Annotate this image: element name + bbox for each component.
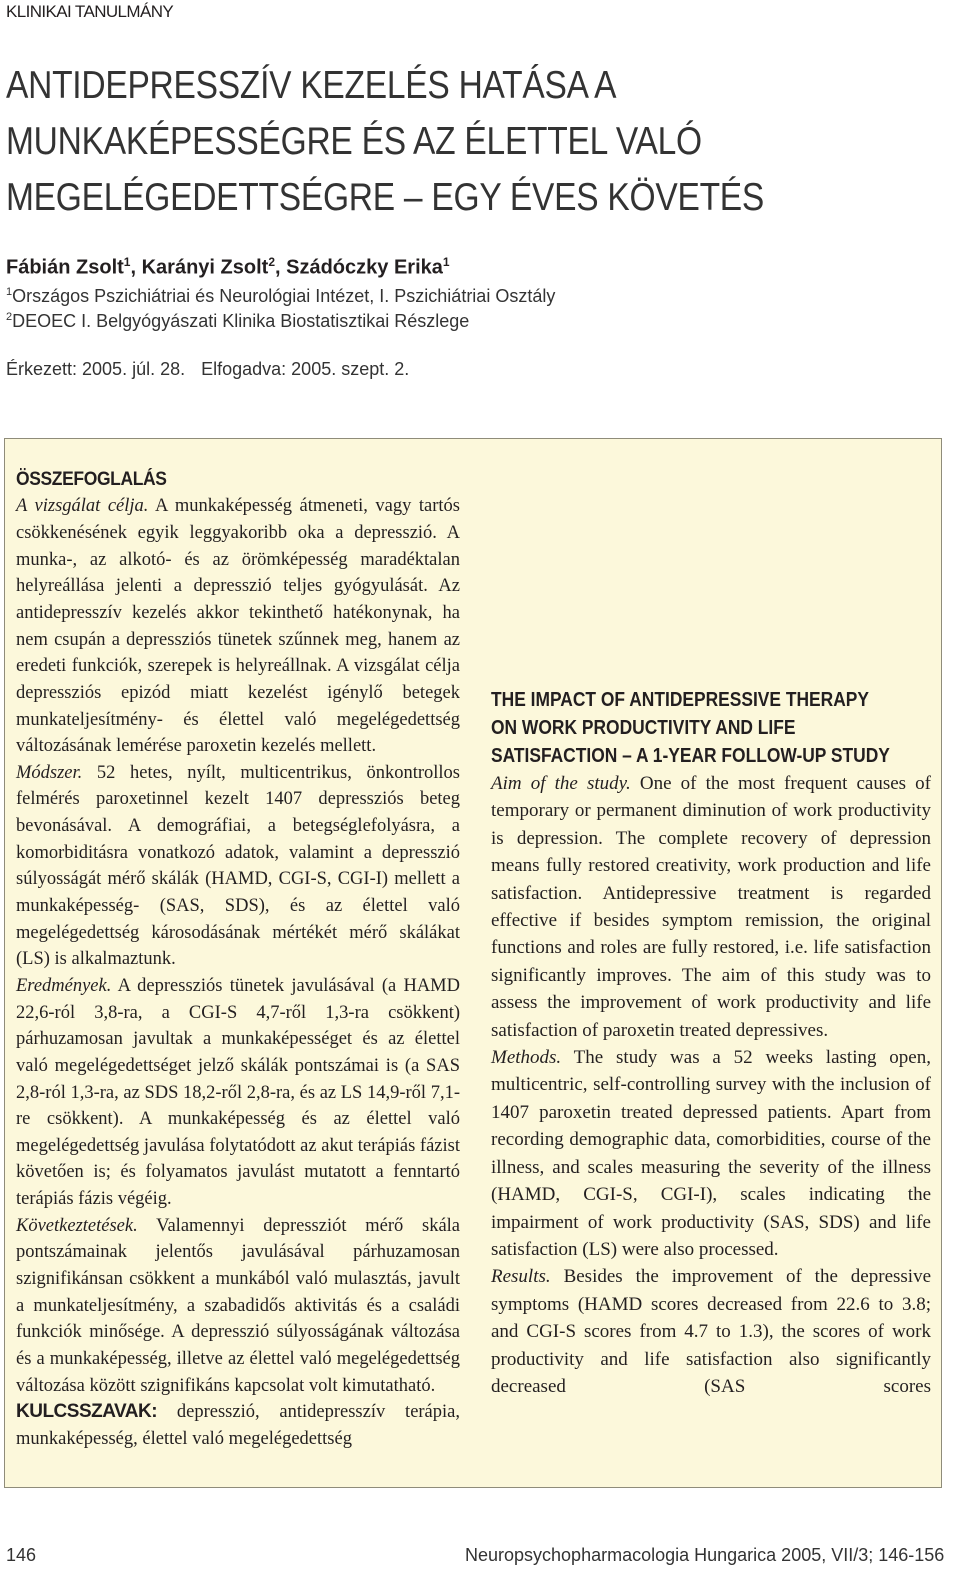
- affiliation-mark: 1: [6, 286, 13, 298]
- article-title-line-2: MUNKAKÉPESSÉGRE ÉS AZ ÉLETTEL VALÓ: [6, 120, 702, 163]
- article-dates: [6, 359, 409, 380]
- keywords: [16, 1399, 460, 1452]
- abstract-hungarian: [16, 466, 460, 1452]
- abstract-methods: [16, 760, 460, 973]
- english-title-line-1: THE IMPACT OF ANTIDEPRESSIVE THERAPY: [491, 689, 870, 711]
- results-text: A depressziós tünetek javulásával (a HAMD 22,6-ról 3,8-ra, a CGI-S 4,7-ről 1,3-ra csökkent) párhuzamosan javultak a munkaképességet és az élettel való megelégedettséget jelző skálák pontszámai is (a SAS 2,8-ról 1,3-ra, az SDS 18,2-ről 2,8-ra, és az LS 14,9-ről 7,1-re csökkent). A munkaképesség és az élettel való megelégedettség javulása folytatódott az akut terápiás fázist követően is; és folyamatos javulást mutatott a fenntartó terápiás fázis végéig.: [16, 975, 460, 1210]
- aim-text: One of the most frequent causes of temporary or permanent diminution of work productivity is depression. The complete recovery of depression means fully restored creativity, work production and life satisfaction. Antidepressive treatment is regarded effective if besides symptom remission, the original functions and roles are fully restored, i.e. life satisfaction significantly improves. The aim of this study was to assess the improvement of work productivity and life satisfaction of paroxetin treated depressives.: [491, 773, 932, 1041]
- methods-text: The study was a 52 weeks lasting open, multicentric, self-controlling survey with the inclusion of 1407 paroxetin treated depressed patients. Apart from recording demographic data, comorbidities, course of the illness, and scales measuring the severity of the illness (HAMD, CGI-S, CGI-I), scales indicating the impairment of work productivity (SAS, SDS) and life satisfaction (LS) were also processed.: [491, 1047, 931, 1260]
- english-results: [491, 1263, 931, 1400]
- english-aim: [491, 770, 931, 1044]
- article-title-line-3: MEGELÉGEDETTSÉGRE – EGY ÉVES KÖVETÉS: [6, 176, 765, 219]
- journal-citation: Neuropsychopharmacologia Hungarica 2005, VII/3; 146-156: [465, 1545, 945, 1565]
- aim-text: A munkaképesség átmeneti, vagy tartós csökkenésének egyik leggyakoribb oka a depresszió. A munka-, az alkotó- és az örömképesség maradéktalan helyreállása jelenti a depresszió teljes gyógyulását. Az antidepresszív kezelés akkor tekinthető hatékonynak, ha nem csupán a depressziós tünetek szűnnek meg, hanem az eredeti funkciók, szerepek is helyreállnak. A vizsgálat célja depressziós epizód miatt kezelést igénylő betegek munkateljesítmény- és élettel való megelégedettség változásának lemérése paroxetin kezelés mellett.: [16, 496, 460, 757]
- affiliation-text: DEOEC I. Belgyógyászati Klinika Biostatisztikai Részlege: [12, 311, 470, 331]
- affiliation-2: [6, 311, 469, 332]
- english-title-line-2: ON WORK PRODUCTIVITY AND LIFE: [491, 717, 796, 739]
- page-number: 146: [6, 1545, 37, 1565]
- abstract-english: [491, 466, 931, 1400]
- aim-label: Aim of the study.: [491, 773, 631, 794]
- methods-text: 52 hetes, nyílt, multicentrikus, önkontrollos felmérés paroxetinnel kezelt 1407 depressziós beteg bevonásával. A demográfiai, a betegséglefolyásra, a komorbiditásra vonatkozó adatok, valamint a depresszió súlyosságát mérő skálák (HAMD, CGI-S, CGI-I) mellett a munkaképesség- (SAS, SDS), és az élettel való megelégedettség károsodásának mértékét mérő skálákat (LS) is alkalmaztunk.: [16, 762, 461, 970]
- author-name: Szádóczky Erika: [286, 256, 443, 279]
- results-text: Besides the improvement of the depressive symptoms (HAMD scores decreased from 22.6 to 3.8; and CGI-S scores from 4.7 to 1.3), the scores of work productivity and life satisfaction also significantly decreased (SAS scores: [491, 1266, 932, 1397]
- conclusions-text: Valamennyi depressziót mérő skála pontszámainak jelentős javulásával párhuzamosan szignifikánsan csökkent a munkából való mulasztás, javult a munkateljesítmény, a szabadidős aktivitás és a családi funkciók minősége. A depresszió súlyosságának változása és a munkaképesség, illetve az élettel való megelégedettség változása között szignifikáns kapcsolat volt kimutatható.: [16, 1215, 461, 1396]
- author-separator: ,: [130, 256, 142, 279]
- aim-label: A vizsgálat célja.: [16, 496, 149, 517]
- author-affiliation-mark: 1: [442, 255, 450, 269]
- author-separator: ,: [275, 256, 287, 279]
- english-title-line-3: SATISFACTION – A 1-YEAR FOLLOW-UP STUDY: [491, 745, 890, 767]
- conclusions-label: Következtetések.: [16, 1215, 138, 1236]
- methods-label: Módszer.: [16, 762, 83, 783]
- affiliation-text: Országos Pszichiátriai és Neurológiai Intézet, I. Pszichiátriai Osztály: [12, 286, 556, 306]
- article-title-line-1: ANTIDEPRESSZÍV KEZELÉS HATÁSA A: [6, 64, 617, 107]
- received-date: Érkezett: 2005. júl. 28.: [6, 359, 186, 379]
- keywords-text: depresszió, antidepresszív terápia, munkaképesség, élettel való megelégedettség: [16, 1402, 460, 1449]
- abstract-conclusions: [16, 1213, 460, 1399]
- section-label: KLINIKAI TANULMÁNY: [6, 2, 174, 21]
- affiliation-mark: 2: [6, 311, 13, 323]
- results-label: Eredmények.: [16, 975, 112, 996]
- methods-label: Methods.: [491, 1047, 562, 1069]
- abstract-results: [16, 973, 460, 1213]
- results-label: Results.: [491, 1266, 551, 1288]
- abstract-heading: ÖSSZEFOGLALÁS: [16, 469, 167, 490]
- author-affiliation-mark: 1: [123, 255, 131, 269]
- abstract-aim: [16, 493, 460, 759]
- author-affiliation-mark: 2: [268, 255, 275, 269]
- article-title: [6, 58, 780, 226]
- author-name: Fábián Zsolt: [6, 256, 124, 279]
- english-methods: [491, 1044, 931, 1263]
- accepted-date: Elfogadva: 2005. szept. 2.: [201, 359, 410, 379]
- column-continuation-space: [491, 466, 931, 686]
- author-list: [6, 255, 450, 280]
- affiliation-1: [6, 286, 555, 307]
- keywords-label: KULCSSZAVAK:: [16, 1401, 158, 1423]
- author-name: Karányi Zsolt: [141, 256, 269, 279]
